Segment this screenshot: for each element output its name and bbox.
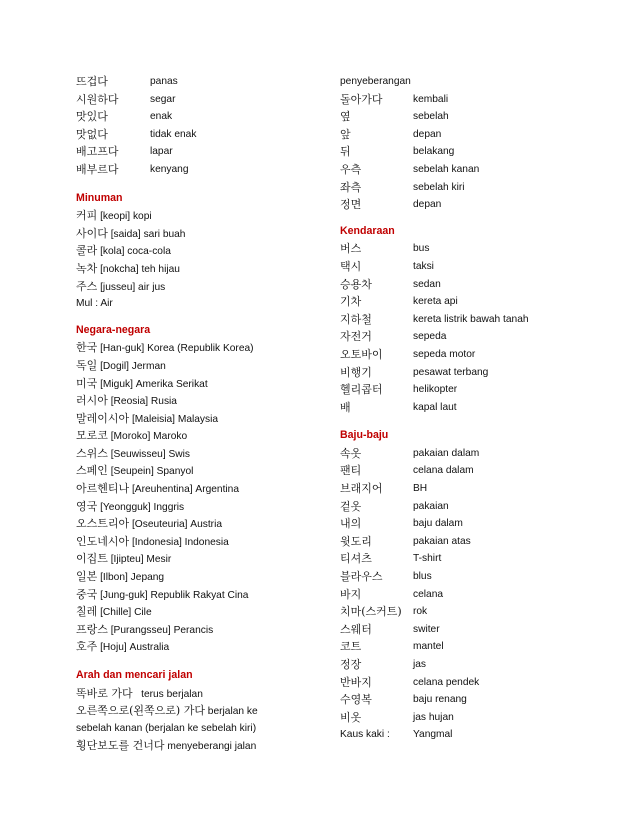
indonesian-meaning: baju dalam (413, 518, 463, 530)
indonesian-meaning: [kola] coca-cola (97, 246, 171, 258)
korean-term: 녹차 (76, 261, 98, 275)
korean-term: 블라우스 (340, 570, 383, 584)
list-item (76, 108, 326, 126)
list-item (340, 462, 630, 480)
indonesian-meaning: taksi (413, 260, 434, 272)
indonesian-meaning: helikopter (413, 384, 458, 396)
list-item (76, 242, 326, 260)
list-item (340, 656, 630, 674)
korean-term: 배 (340, 400, 351, 414)
list-item (76, 161, 326, 179)
korean-term: 시원하다 (76, 92, 119, 106)
indonesian-meaning: [Purangsseu] Perancis (107, 624, 214, 636)
list-item (340, 498, 630, 516)
countries-list (76, 339, 326, 656)
list-item (76, 515, 326, 533)
list-item (340, 364, 630, 382)
korean-term: 한국 (76, 341, 98, 355)
list-item (340, 638, 630, 656)
indonesian-meaning: [saida] sari buah (107, 228, 186, 240)
indonesian-meaning: pesawat terbang (413, 366, 489, 378)
continuation-text: penyeberangan (340, 76, 411, 87)
list-item (76, 550, 326, 568)
indonesian-meaning: kenyang (150, 163, 189, 175)
list-item (340, 709, 630, 727)
indonesian-meaning: [Han-guk] Korea (Republik Korea) (97, 343, 254, 355)
korean-term: 사이다 (76, 226, 108, 240)
list-item (340, 550, 630, 568)
list-item (76, 586, 326, 604)
indonesian-meaning: panas (150, 76, 178, 87)
indonesian-meaning: [jusseu] air jus (97, 281, 166, 293)
list-item (340, 328, 630, 346)
indonesian-meaning: tidak enak (150, 128, 197, 140)
list-item (340, 108, 630, 126)
korean-term: 승용차 (340, 277, 372, 291)
list-item (76, 702, 326, 720)
korean-term: 말레이시아 (76, 411, 130, 425)
directions-heading: Arah dan mencari jalan (76, 669, 193, 681)
list-item (76, 143, 326, 161)
list-item (340, 568, 630, 586)
indonesian-meaning: depan (413, 128, 442, 140)
korean-term: 브래지어 (340, 482, 383, 496)
indonesian-meaning: sebelah kiri (413, 181, 465, 193)
indonesian-meaning: switer (413, 623, 440, 635)
korean-term: 아르헨티나 (76, 482, 130, 496)
indonesian-meaning: celana dalam (413, 465, 474, 477)
korean-term: 이집트 (76, 552, 108, 566)
list-item (340, 726, 630, 744)
korean-term: 러시아 (76, 394, 108, 408)
list-item (340, 533, 630, 551)
right-column (340, 73, 630, 744)
indonesian-meaning: [Seuwisseu] Swis (107, 448, 190, 460)
indonesian-meaning: [Hoju] Australia (97, 642, 170, 654)
korean-term: 뒤 (340, 145, 351, 159)
indonesian-meaning: pakaian dalam (413, 447, 480, 459)
list-item (340, 240, 630, 258)
indonesian-meaning: [Indonesia] Indonesia (129, 536, 229, 548)
indonesian-meaning: [nokcha] teh hijau (97, 263, 180, 275)
korean-term: 미국 (76, 376, 98, 390)
list-item (76, 357, 326, 375)
indonesian-meaning: [Yeongguk] Inggris (97, 501, 185, 513)
indonesian-meaning: kapal laut (413, 401, 457, 413)
indonesian-meaning: sebelah kanan (berjalan ke sebelah kiri) (76, 722, 257, 734)
korean-term: 코트 (340, 640, 362, 654)
clothes-list (340, 445, 630, 744)
indonesian-meaning: mantel (413, 641, 444, 653)
positions-list (340, 91, 630, 214)
korean-term: 반바지 (340, 675, 372, 689)
indonesian-meaning: depan (413, 199, 442, 211)
list-item (76, 462, 326, 480)
term-label: Kaus kaki : (340, 729, 390, 741)
indonesian-meaning: [keopi] kopi (97, 211, 152, 223)
list-item (76, 278, 326, 296)
list-item (76, 91, 326, 109)
korean-term: 속옷 (340, 446, 362, 460)
korean-term: 독일 (76, 358, 98, 372)
list-item (76, 225, 326, 243)
indonesian-meaning: pakaian (413, 500, 449, 512)
list-item (76, 638, 326, 656)
indonesian-meaning: rok (413, 606, 428, 618)
korean-term: 옆 (340, 110, 351, 124)
korean-term: 치마(스커트) (340, 605, 402, 619)
korean-term: 겉옷 (340, 499, 362, 513)
list-item (340, 480, 630, 498)
vehicles-heading: Kendaraan (340, 224, 395, 237)
korean-term: 오토바이 (340, 347, 383, 361)
korean-term: 팬티 (340, 464, 362, 478)
indonesian-meaning: pakaian atas (413, 535, 471, 547)
indonesian-meaning: T-shirt (413, 553, 442, 565)
indonesian-meaning: terus berjalan (132, 688, 203, 700)
korean-term: 호주 (76, 640, 98, 654)
list-item (340, 586, 630, 604)
korean-term: 영국 (76, 499, 98, 513)
korean-term: 맛없다 (76, 127, 108, 141)
feelings-list (76, 73, 326, 179)
indonesian-meaning: kereta listrik bawah tanah (413, 313, 529, 325)
korean-term: 택시 (340, 259, 362, 273)
korean-term: 우측 (340, 162, 362, 176)
korean-term: 배부르다 (76, 162, 119, 176)
korean-term: 오른쪽으로(왼쪽으로) 가다 (76, 704, 205, 718)
korean-term: 일본 (76, 570, 98, 584)
indonesian-meaning: [Areuhentina] Argentina (129, 484, 240, 496)
indonesian-meaning: baju renang (413, 694, 467, 706)
list-item (76, 207, 326, 225)
list-item (76, 126, 326, 144)
list-item (340, 603, 630, 621)
korean-term: 뜨겁다 (76, 75, 108, 88)
list-item (340, 126, 630, 144)
korean-term: 기차 (340, 295, 362, 309)
korean-term: 티셔츠 (340, 552, 372, 566)
list-item (76, 533, 326, 551)
list-item (340, 621, 630, 639)
korean-term: 앞 (340, 127, 351, 141)
list-item (340, 346, 630, 364)
korean-term: 커피 (76, 209, 98, 223)
indonesian-meaning: Mul : Air (76, 298, 113, 310)
korean-term: 칠레 (76, 605, 98, 619)
list-item (340, 161, 630, 179)
list-item (340, 515, 630, 533)
indonesian-meaning: enak (150, 111, 173, 123)
list-item (76, 480, 326, 498)
list-item (76, 568, 326, 586)
list-item (340, 143, 630, 161)
indonesian-meaning: sebelah (413, 111, 449, 123)
korean-term: 윗도리 (340, 534, 372, 548)
list-item (76, 260, 326, 278)
korean-term: 배고프다 (76, 145, 119, 159)
indonesian-meaning: celana (413, 588, 444, 600)
indonesian-meaning: lapar (150, 146, 173, 158)
korean-term: 좌측 (340, 180, 362, 194)
indonesian-meaning: belakang (413, 146, 455, 158)
list-item (76, 375, 326, 393)
list-item (76, 685, 326, 703)
korean-term: 맛있다 (76, 110, 108, 124)
korean-term: 비행기 (340, 365, 372, 379)
indonesian-meaning: sedan (413, 278, 441, 290)
list-item (76, 427, 326, 445)
indonesian-meaning: sepeda (413, 331, 447, 343)
list-item (76, 720, 326, 738)
indonesian-meaning: bus (413, 243, 430, 255)
indonesian-meaning: BH (413, 483, 428, 495)
korean-term: 오스트리아 (76, 517, 130, 531)
korean-term: 인도네시아 (76, 534, 130, 548)
indonesian-meaning: [Maleisia] Malaysia (129, 413, 219, 425)
list-item (76, 498, 326, 516)
korean-term: 자전거 (340, 330, 372, 344)
korean-term: 수영복 (340, 693, 372, 707)
korean-term: 내의 (340, 517, 362, 531)
indonesian-meaning: sebelah kanan (413, 163, 480, 175)
list-item (340, 311, 630, 329)
indonesian-meaning: [Reosia] Rusia (107, 396, 177, 408)
korean-term: 정면 (340, 198, 362, 212)
list-item (340, 381, 630, 399)
korean-term: 스위스 (76, 446, 108, 460)
korean-term: 버스 (340, 242, 362, 256)
list-item (340, 179, 630, 197)
list-item (340, 399, 630, 417)
korean-term: 콜라 (76, 244, 98, 258)
korean-term: 모로코 (76, 429, 108, 443)
indonesian-meaning: jas (413, 659, 427, 670)
indonesian-meaning: [Miguk] Amerika Serikat (97, 378, 208, 390)
list-item (76, 603, 326, 621)
indonesian-meaning: [Oseuteuria] Austria (129, 519, 223, 531)
korean-term: 중국 (76, 587, 98, 601)
countries-heading: Negara-negara (76, 323, 151, 336)
indonesian-meaning: [Dogil] Jerman (97, 360, 166, 372)
korean-term: 비옷 (340, 710, 362, 724)
list-item (340, 445, 630, 463)
drinks-list (76, 207, 326, 313)
korean-term: 주스 (76, 279, 98, 293)
vehicles-list (340, 240, 630, 416)
korean-term: 헬리콥터 (340, 383, 383, 397)
list-item (340, 276, 630, 294)
list-item (76, 445, 326, 463)
indonesian-meaning: [Ilbon] Jepang (97, 572, 165, 584)
korean-term: 프랑스 (76, 622, 108, 636)
korean-term: 스웨터 (340, 622, 372, 636)
korean-term: 돌아가다 (340, 92, 383, 106)
clothes-heading: Baju-baju (340, 429, 389, 442)
list-item (340, 293, 630, 311)
indonesian-meaning: [Ijipteu] Mesir (107, 554, 172, 566)
list-item (340, 674, 630, 692)
korean-term: 횡단보도를 건너다 (76, 739, 165, 753)
indonesian-meaning: [Chille] Cile (97, 607, 152, 619)
left-column (76, 73, 326, 755)
indonesian-meaning: celana pendek (413, 676, 480, 688)
indonesian-meaning: [Jung-guk] Republik Rakyat Cina (97, 589, 249, 601)
list-item (76, 392, 326, 410)
indonesian-meaning: berjalan ke (204, 706, 258, 718)
list-item (76, 737, 326, 755)
korean-term: 스페인 (76, 464, 108, 478)
list-item (76, 339, 326, 357)
indonesian-meaning: [Moroko] Maroko (107, 431, 188, 443)
korean-term: 정장 (340, 658, 362, 671)
directions-list (76, 685, 326, 755)
list-item (76, 295, 326, 313)
list-item (76, 410, 326, 428)
list-item (76, 621, 326, 639)
list-item (340, 196, 630, 214)
indonesian-meaning: kembali (413, 93, 449, 105)
indonesian-meaning: jas hujan (413, 711, 454, 723)
indonesian-meaning: Yangmal (413, 729, 453, 741)
indonesian-meaning: menyeberangi jalan (164, 741, 257, 753)
list-item (340, 691, 630, 709)
drinks-heading: Minuman (76, 191, 123, 204)
indonesian-meaning: sepeda motor (413, 348, 476, 360)
korean-term: 똑바로 가다 (76, 686, 133, 700)
indonesian-meaning: blus (413, 571, 432, 583)
korean-term: 바지 (340, 587, 362, 601)
list-item (76, 73, 326, 91)
list-item (340, 258, 630, 276)
list-item (340, 91, 630, 109)
korean-term: 지하철 (340, 312, 372, 326)
indonesian-meaning: [Seupein] Spanyol (107, 466, 194, 478)
indonesian-meaning: kereta api (413, 296, 458, 308)
indonesian-meaning: segar (150, 93, 176, 105)
